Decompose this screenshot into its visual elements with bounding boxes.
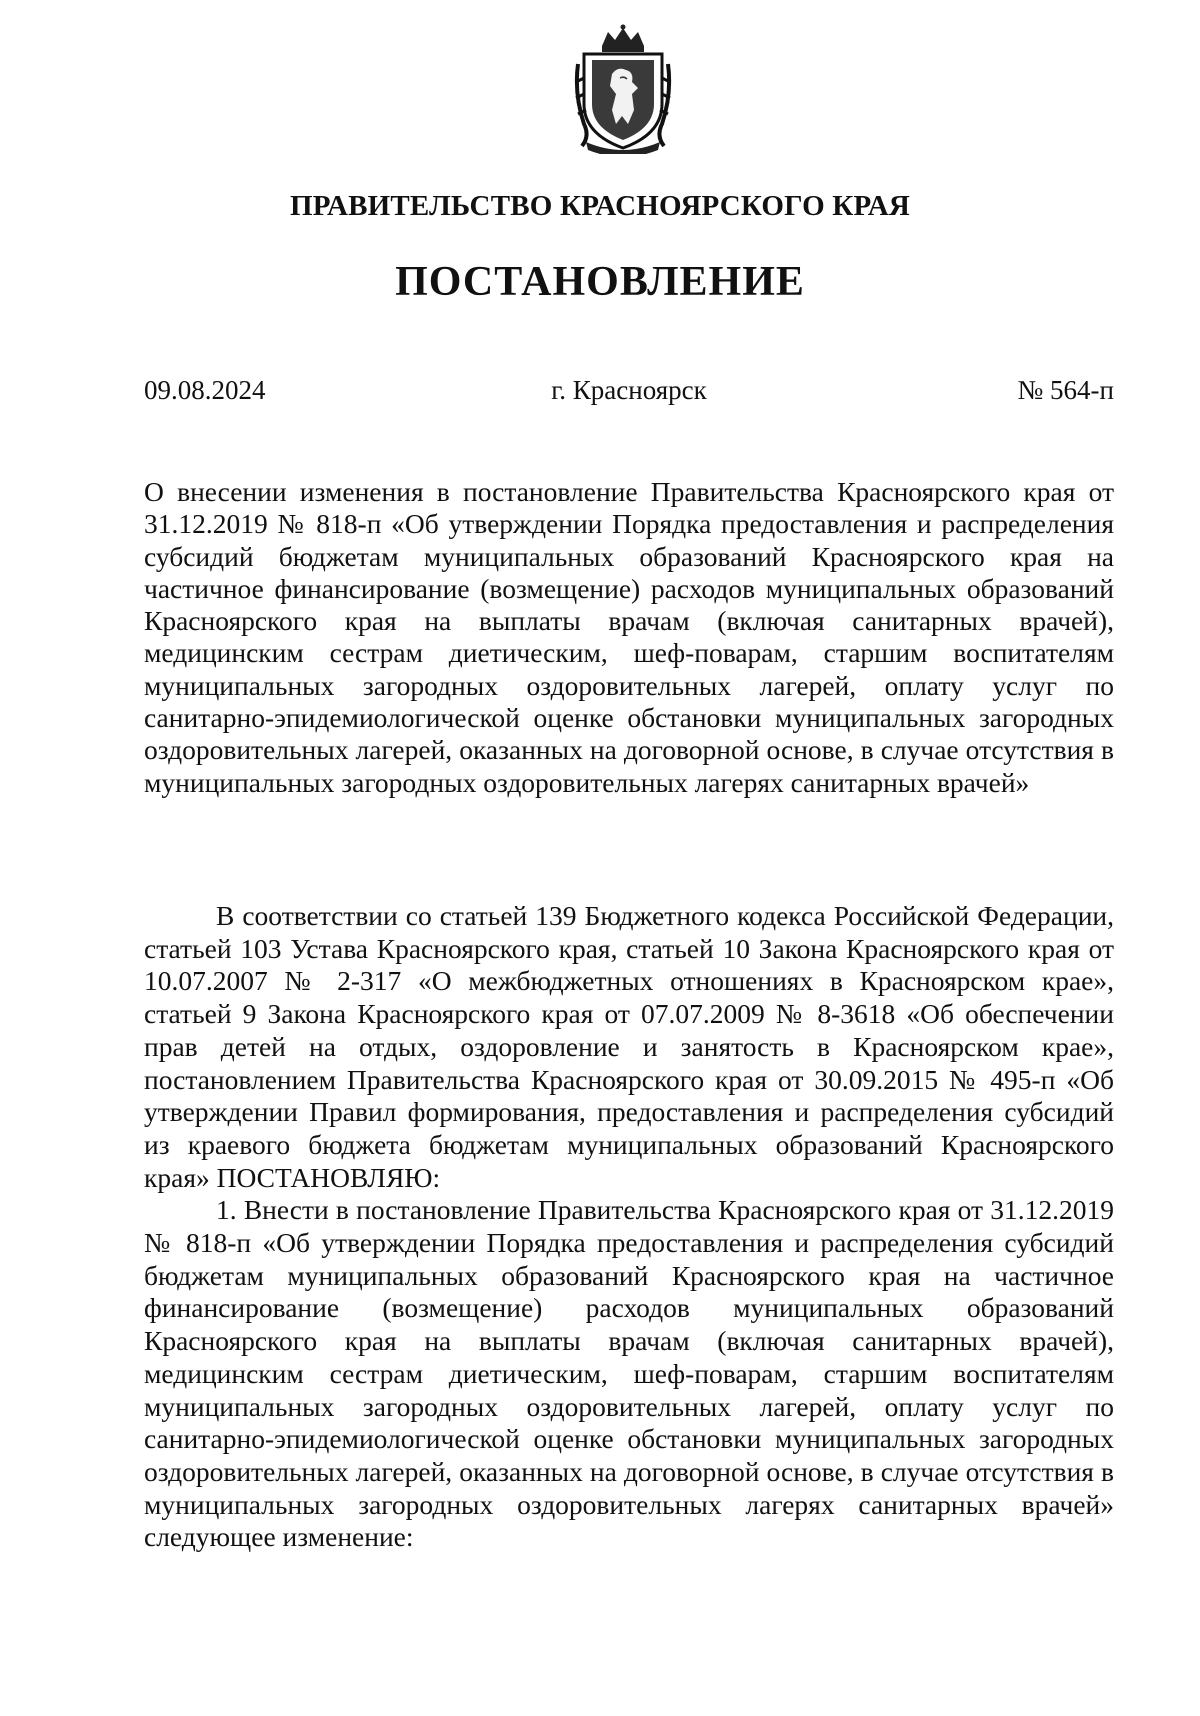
organization-title: ПРАВИТЕЛЬСТВО КРАСНОЯРСКОГО КРАЯ <box>289 190 911 222</box>
body-paragraph: В соответствии со статьей 139 Бюджетного кодекса Российской Федерации, статьей 103 Устава Красноярского края, статьей 10 Закона Красноярского края от 10.07.2007 № 2-317 «О межбюджетных отношениях в Красноярском крае», статьей 9 Закона Красноярского края от 07.07.2009 № 8-3618 «Об обеспечении прав детей на отдых, оздоровление и занятость в Красноярском крае», постановлением Правительства Красноярского края от 30.09.2015 № 495-п «Об утверждении Правил формирования, предоставления и распределения субсидий из краевого бюджета бюджетам муниципальных образований Красноярского края» ПОСТАНОВЛЯЮ: <box>144 900 1114 1193</box>
document-city: г. Красноярск <box>551 375 707 405</box>
document-number: № 564-п <box>1017 375 1114 405</box>
document-body <box>144 900 1114 1554</box>
body-paragraph: 1. Внести в постановление Правительства Красноярского края от 31.12.2019 № 818-п «Об утверждении Порядка предоставления и распределения субсидий бюджетам муниципальных образований Красноярского края на частичное финансирование (возмещение) расходов муниципальных образований Красноярского края на выплаты врачам (включая санитарных врачей), медицинским сестрам диетическим, шеф-поварам, старшим воспитателям муниципальных загородных оздоровительных лагерей, оплату услуг по санитарно-эпидемиологической оценке обстановки муниципальных загородных оздоровительных лагерей, оказанных на договорной основе, в случае отсутствия в муниципальных загородных оздоровительных лагерях санитарных врачей» следующее изменение: <box>144 1194 1114 1553</box>
document-type-heading: ПОСТАНОВЛЕНИЕ <box>395 259 805 305</box>
coat-of-arms-icon <box>572 24 674 154</box>
document-date: 09.08.2024 <box>144 375 266 405</box>
document-subject: О внесении изменения в постановление Правительства Красноярского края от 31.12.2019 № 818-п «Об утверждении Порядка предоставления и распределения субсидий бюджетам муниципальных образований Красноярского края на частичное финансирование (возмещение) расходов муниципальных образований Красноярского края на выплаты врачам (включая санитарных врачей), медицинским сестрам диетическим, шеф-поварам, старшим воспитателям муниципальных загородных оздоровительных лагерей, оплату услуг по санитарно-эпидемиологической оценке обстановки муниципальных загородных оздоровительных лагерей, оказанных на договорной основе, в случае отсутствия в муниципальных загородных оздоровительных лагерях санитарных врачей» <box>144 476 1114 798</box>
document-meta-row <box>144 375 1114 411</box>
